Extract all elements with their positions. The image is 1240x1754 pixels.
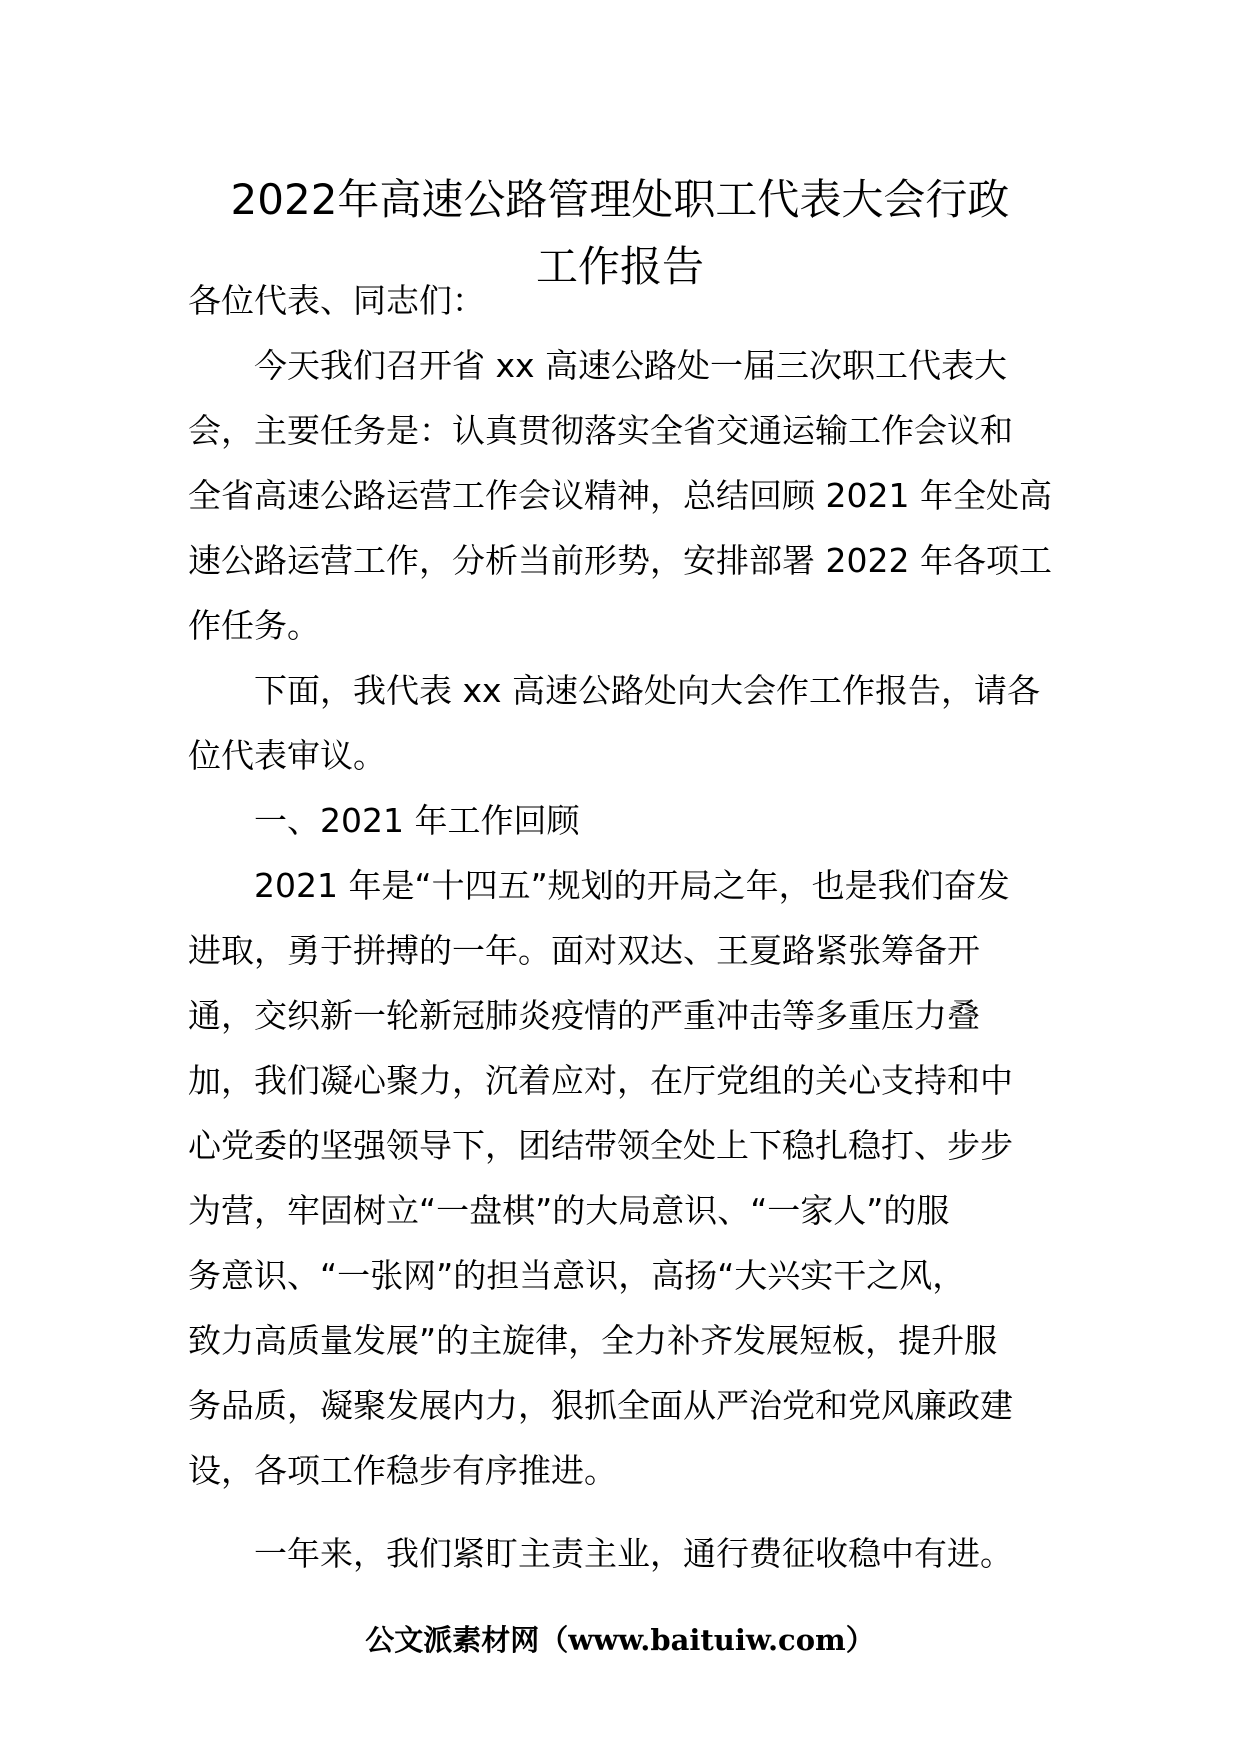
document-title-line-1: 2022年高速公路管理处职工代表大会行政 (230, 175, 1010, 224)
body-line: 通，交织新一轮新冠肺炎疫情的严重冲击等多重压力叠 (188, 996, 980, 1035)
body-line: 位代表审议。 (188, 736, 386, 775)
body-line: 务品质，凝聚发展内力，狠抓全面从严治党和党风廉政建 (188, 1386, 1013, 1425)
salutation: 各位代表、同志们： (188, 281, 485, 320)
body-line: 务意识、“一张网”的担当意识，高扬“大兴实干之风， (188, 1256, 966, 1295)
body-line: 下面，我代表 xx 高速公路处向大会作工作报告，请各 (188, 671, 1041, 710)
body-line: 2021 年是“十四五”规划的开局之年，也是我们奋发 (188, 866, 1010, 905)
body-line: 致力高质量发展”的主旋律，全力补齐发展短板，提升服 (188, 1321, 998, 1360)
body-line: 全省高速公路运营工作会议精神，总结回顾 2021 年全处高 (188, 476, 1052, 515)
body-line: 今天我们召开省 xx 高速公路处一届三次职工代表大 (188, 346, 1008, 385)
body-line: 为营，牢固树立“一盘棋”的大局意识、“一家人”的服 (188, 1191, 950, 1230)
body-line: 作任务。 (188, 606, 320, 645)
body-line: 心党委的坚强领导下，团结带领全处上下稳扎稳打、步步 (188, 1126, 1013, 1165)
body-line: 进取，勇于拼搏的一年。面对双达、王夏路紧张筹备开 (188, 931, 980, 970)
section-heading: 一、2021 年工作回顾 (188, 801, 580, 840)
body-line: 速公路运营工作，分析当前形势，安排部署 2022 年各项工 (188, 541, 1052, 580)
body-line: 会，主要任务是：认真贯彻落实全省交通运输工作会议和 (188, 411, 1013, 450)
body-line: 设，各项工作稳步有序推进。 (188, 1451, 617, 1490)
body-line: 加，我们凝心聚力，沉着应对，在厅党组的关心支持和中 (188, 1061, 1013, 1100)
body-line: 一年来，我们紧盯主责主业，通行费征收稳中有进。 (188, 1534, 1013, 1573)
document-title-line-2: 工作报告 (535, 242, 704, 291)
footer-watermark-text: 公文派素材网（www.baituiw.com） (365, 1623, 875, 1657)
